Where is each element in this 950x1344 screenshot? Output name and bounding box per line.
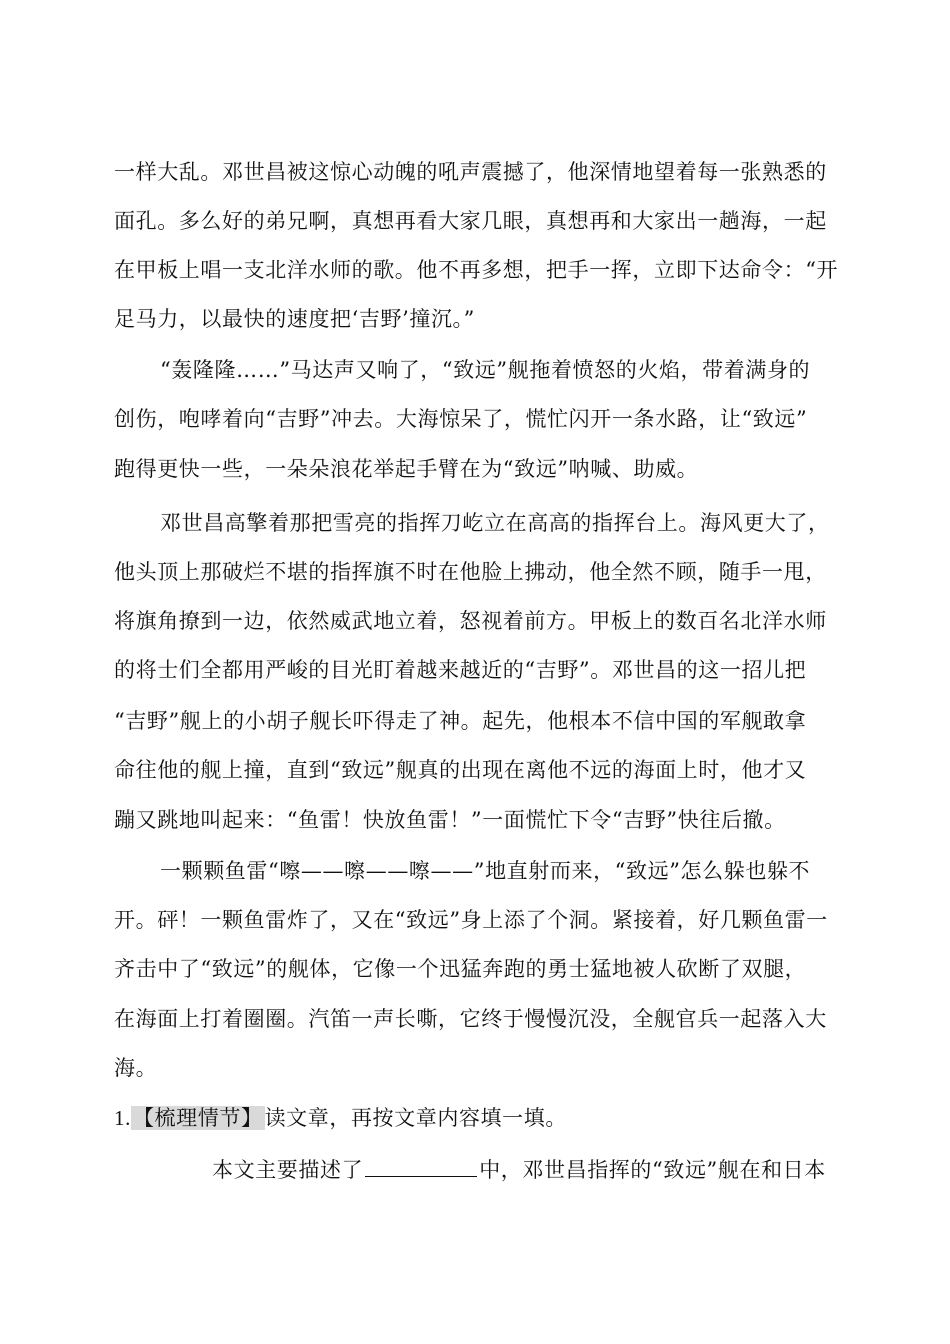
passage-line: 一颗颗鱼雷“嚓——嚓——嚓——”地直射而来，“致远”怎么躲也躲不 — [160, 859, 811, 883]
passage-line: 蹦又跳地叫起来：“鱼雷！快放鱼雷！”一面慌忙下令“吉野”快往后撤。 — [114, 808, 786, 832]
passage-line: 面孔。多么好的弟兄啊，真想再看大家几眼，真想再和大家出一趟海，一起 — [114, 209, 827, 233]
passage-line: 足马力，以最快的速度把‘吉野’撞沉。” — [114, 307, 475, 331]
passage-line: 在甲板上唱一支北洋水师的歌。他不再多想，把手一挥，立即下达命令：“开 — [114, 258, 839, 282]
passage-line: 他头顶上那破烂不堪的指挥旗不时在他脸上拂动，他全然不顾，随手一甩， — [114, 560, 827, 584]
passage-line: 命往他的舰上撞，直到“致远”舰真的出现在离他不远的海面上时，他才又 — [114, 758, 807, 782]
passage-line: 创伤，咆哮着向“吉野”冲去。大海惊呆了，慌忙闪开一条水路，让“致远” — [114, 407, 808, 431]
passage-line: 海。 — [114, 1056, 158, 1080]
question-prompt: 读文章，再按文章内容填一填。 — [264, 1106, 567, 1130]
question-number: 1. — [114, 1106, 131, 1130]
passage-line: 邓世昌高擎着那把雪亮的指挥刀屹立在高高的指挥台上。海风更大了， — [160, 511, 830, 535]
fill-text-after: 中，邓世昌指挥的“致远”舰在和日本 — [479, 1158, 826, 1182]
passage-line: 齐击中了“致远”的舰体，它像一个迅猛奔跑的勇士猛地被人砍断了双腿， — [114, 957, 807, 981]
fill-in-sentence — [212, 1156, 950, 1184]
passage-line: 开。砰！一颗鱼雷炸了，又在“致远”身上添了个洞。紧接着，好几颗鱼雷一 — [114, 908, 828, 932]
question-tag: 【梳理情节】 — [132, 1106, 263, 1130]
passage-line: 将旗角撩到一边，依然威武地立着，怒视着前方。甲板上的数百名北洋水师 — [114, 609, 827, 633]
passage-line: “轰隆隆……”马达声又响了，“致远”舰拖着愤怒的火焰，带着满身的 — [160, 358, 811, 382]
passage-line: 在海面上打着圈圈。汽笛一声长嘶，它终于慢慢沉没，全舰官兵一起落入大 — [114, 1007, 827, 1031]
fill-text-before: 本文主要描述了 — [212, 1158, 364, 1182]
passage-line: 跑得更快一些，一朵朵浪花举起手臂在为“致远”呐喊、助威。 — [114, 457, 699, 481]
passage-line: 的将士们全都用严峻的目光盯着越来越近的“吉野”。邓世昌的这一招儿把 — [114, 658, 807, 682]
passage-line: 一样大乱。邓世昌被这惊心动魄的吼声震撼了，他深情地望着每一张熟悉的 — [114, 160, 827, 184]
answer-blank[interactable] — [365, 1156, 477, 1177]
passage-line: “吉野”舰上的小胡子舰长吓得走了神。起先，他根本不信中国的军舰敢拿 — [114, 709, 807, 733]
question-heading — [114, 1104, 864, 1132]
